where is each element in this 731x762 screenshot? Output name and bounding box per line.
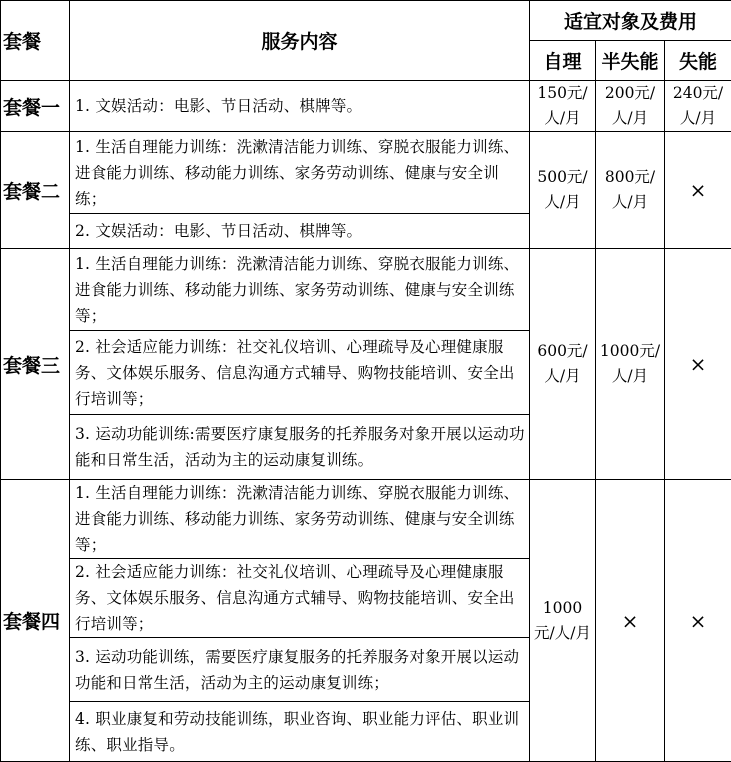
not-applicable-mark: ×: [665, 249, 731, 480]
service-item: 1. 生活自理能力训练：洗漱清洁能力训练、穿脱衣服能力训练、进食能力训练、移动能力训练、家务劳动训练、健康与安全训练；: [70, 132, 530, 214]
not-applicable-mark: ×: [596, 480, 665, 762]
service-item: 4. 职业康复和劳动技能训练，职业咨询、职业能力评估、职业训练、职业指导。: [70, 702, 530, 762]
table-row: [1, 132, 731, 214]
header-content: 服务内容: [70, 1, 530, 81]
header-group: 适宜对象及费用: [530, 1, 731, 41]
price-semi-disabled: 800元/人/月: [596, 132, 665, 249]
header-col-semi-disabled: 半失能: [596, 41, 665, 81]
price-semi-disabled: 1000元/人/月: [596, 249, 665, 480]
package-name: 套餐三: [1, 249, 70, 480]
service-item: 2. 社会适应能力训练：社交礼仪培训、心理疏导及心理健康服务、文体娱乐服务、信息沟通方式辅导、购物技能培训、安全出行培训等；: [70, 559, 530, 638]
service-item: 3. 运动功能训练，需要医疗康复服务的托养服务对象开展以运动功能和日常生活，活动为主的运动康复训练；: [70, 638, 530, 702]
price-self-care: 1000 元/人/月: [530, 480, 596, 762]
price-self-care: 600元/人/月: [530, 249, 596, 480]
table-row: [1, 81, 731, 132]
service-item: 1. 生活自理能力训练：洗漱清洁能力训练、穿脱衣服能力训练、进食能力训练、移动能力训练、家务劳动训练、健康与安全训练等；: [70, 249, 530, 331]
price-semi-disabled: 200元/人/月: [596, 81, 665, 132]
service-item: 3. 运动功能训练:需要医疗康复服务的托养服务对象开展以运动功能和日常生活，活动为主的运动康复训练。: [70, 415, 530, 480]
service-item: 2. 社会适应能力训练：社交礼仪培训、心理疏导及心理健康服务、文体娱乐服务、信息沟通方式辅导、购物技能培训、安全出行培训等；: [70, 331, 530, 415]
price-self-care: 500元/人/月: [530, 132, 596, 249]
service-item: 1. 生活自理能力训练：洗漱清洁能力训练、穿脱衣服能力训练、进食能力训练、移动能力训练、家务劳动训练、健康与安全训练等；: [70, 480, 530, 559]
not-applicable-mark: ×: [665, 132, 731, 249]
price-self-care: 150元/人/月: [530, 81, 596, 132]
service-item: 2. 文娱活动：电影、节日活动、棋牌等。: [70, 214, 530, 249]
table-row: [1, 249, 731, 331]
header-col-self-care: 自理: [530, 41, 596, 81]
package-name: 套餐一: [1, 81, 70, 132]
service-item: 1. 文娱活动：电影、节日活动、棋牌等。: [70, 81, 530, 132]
header-col-disabled: 失能: [665, 41, 731, 81]
package-name: 套餐四: [1, 480, 70, 762]
header-package: 套餐: [1, 1, 70, 81]
package-name: 套餐二: [1, 132, 70, 249]
table-row: [1, 480, 731, 559]
header-row: [1, 1, 731, 41]
price-disabled: 240元/人/月: [665, 81, 731, 132]
not-applicable-mark: ×: [665, 480, 731, 762]
